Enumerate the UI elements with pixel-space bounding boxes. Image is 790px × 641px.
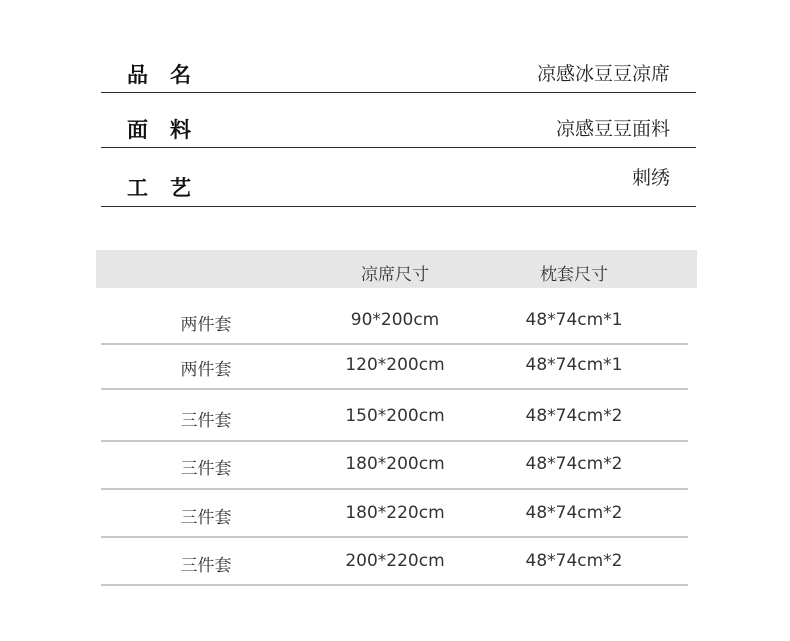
cell-set-type: 两件套 bbox=[180, 360, 232, 380]
product-spec-list bbox=[101, 48, 696, 207]
row-divider bbox=[101, 388, 688, 390]
spec-row-fabric bbox=[101, 93, 696, 148]
cell-set-type: 三件套 bbox=[180, 508, 232, 528]
header-cell-pillowcase-size: 枕套尺寸 bbox=[540, 265, 608, 285]
cell-set-type: 三件套 bbox=[180, 459, 232, 479]
row-divider bbox=[101, 343, 688, 345]
cell-mat-size: 180*220cm bbox=[345, 503, 445, 523]
cell-mat-size: 150*200cm bbox=[345, 406, 445, 426]
spec-label: 工艺 bbox=[127, 176, 213, 200]
table-header bbox=[96, 250, 697, 288]
cell-pillowcase-size: 48*74cm*2 bbox=[525, 406, 623, 426]
row-divider bbox=[101, 440, 688, 442]
spec-row-name bbox=[101, 48, 696, 93]
cell-set-type: 三件套 bbox=[180, 411, 232, 431]
cell-pillowcase-size: 48*74cm*2 bbox=[525, 454, 623, 474]
cell-pillowcase-size: 48*74cm*1 bbox=[525, 355, 623, 375]
cell-set-type: 两件套 bbox=[180, 315, 232, 335]
cell-pillowcase-size: 48*74cm*2 bbox=[525, 551, 623, 571]
cell-pillowcase-size: 48*74cm*1 bbox=[525, 310, 623, 330]
row-divider bbox=[101, 536, 688, 538]
cell-mat-size: 180*200cm bbox=[345, 454, 445, 474]
header-cell-mat-size: 凉席尺寸 bbox=[361, 265, 429, 285]
spec-value: 凉感豆豆面料 bbox=[555, 118, 670, 140]
cell-mat-size: 120*200cm bbox=[345, 355, 445, 375]
cell-mat-size: 90*200cm bbox=[350, 310, 440, 330]
spec-value: 刺绣 bbox=[631, 167, 670, 189]
spec-label: 品名 bbox=[127, 63, 213, 87]
row-divider bbox=[101, 488, 688, 490]
spec-label: 面料 bbox=[127, 118, 213, 142]
cell-set-type: 三件套 bbox=[180, 556, 232, 576]
spec-row-craft bbox=[101, 148, 696, 207]
size-table bbox=[96, 250, 697, 576]
row-divider bbox=[101, 584, 688, 586]
cell-pillowcase-size: 48*74cm*2 bbox=[525, 503, 623, 523]
cell-mat-size: 200*220cm bbox=[345, 551, 445, 571]
spec-value: 凉感冰豆豆凉席 bbox=[536, 63, 670, 85]
